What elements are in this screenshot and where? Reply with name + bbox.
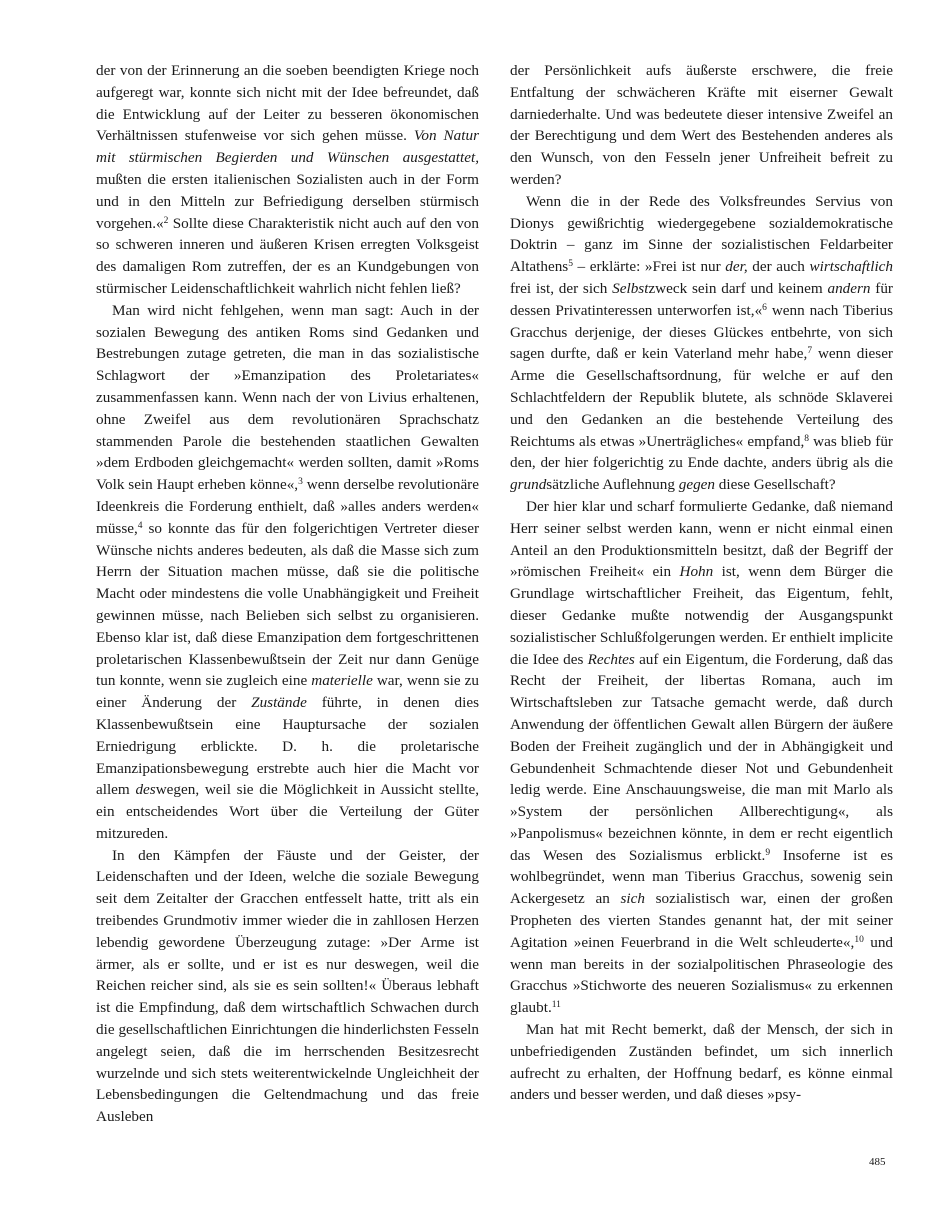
text-run: Man wird nicht fehlgehen, wenn man sagt: Auch in der sozialen Bewegung des antiken Roms sind Gedanken und Bestrebungen zutage getreten, die man in das sozialistische Schlagwort der »Emanzipation des Proletariates« zusammenfassen kann. Wenn nach der von Livius erhaltenen, ohne Zweifel aus dem revolutionären Sprachschatz stammenden Parole die bestehenden staatlichen Gewalten »dem Erdboden gleichgemacht« werden sollten, damit »Roms Volk sein Haupt erheben könne«,: [96, 301, 479, 494]
text-run: der auch: [747, 258, 810, 276]
emphasis: Hohn: [679, 563, 714, 581]
footnote-ref: 5: [568, 259, 573, 270]
text-run: – erklärte: »Frei ist nur: [572, 258, 726, 276]
footnote-ref: 2: [163, 215, 169, 226]
footnote-ref: 10: [854, 934, 864, 945]
right-column: [510, 60, 893, 1106]
text-run: Wenn die in der Rede des Volksfreundes Servius von Dionys gewißrichtig wiedergegebene sozialdemokratische Doktrin – ganz im Sinne der sozialistischen Feldarbeiter Altathens: [510, 192, 893, 276]
text-run: was blieb für den, der hier folgerichtig zu Ende dachte, anders übrig als die: [510, 432, 893, 472]
page-number: 485: [869, 1156, 886, 1168]
emphasis: grund: [510, 476, 547, 494]
paragraph: [510, 191, 893, 496]
text-run: wenn derselbe revolutionäre Ideenkreis die Forderung enthielt, daß »alles anders werden« müsse,: [96, 476, 479, 537]
text-run: sätzliche Auflehnung: [546, 476, 679, 494]
text-run: Der hier klar und scharf formulierte Gedanke, daß niemand Herr seiner selbst werden kann, wenn er nicht einmal einen Anteil an den Produktionsmitteln besitzt, daß der Begriff der »römischen Freiheit« ein: [510, 497, 893, 581]
emphasis: Zustände: [251, 694, 307, 712]
footnote-ref: 6: [762, 302, 767, 313]
emphasis: Selbst: [612, 279, 649, 297]
left-column: [96, 60, 479, 1128]
paragraph: [510, 1019, 893, 1106]
emphasis: sich: [620, 890, 645, 908]
text-run: Insoferne ist es wohlbegründet, wenn man Tiberius Gracchus, sowenig sein Ackergesetz an: [510, 846, 893, 908]
text-run: auf ein Eigentum, die Forderung, daß das Recht der Freiheit, der libertas Romana, auch im Wirtschaftsleben zur Tatsache gemacht werde, daß durch Anwendung der öffentlichen Gewalt allen Bürgern der äußere Boden der Freiheit zugänglich und der in Abhängigkeit und Gebundenheit Schmachtende dieser Not und Gebundenheit ledig werde. Eine Anschauungsweise, die man mit Marlo als »System der persönlichen Allberechtigung«, als »Panpolismus« bezeichnen könnte, in dem er recht eigentlich das Wesen des Sozialismus erblickt.: [510, 650, 893, 864]
text-run: mußten die ersten italienischen Sozialisten auch in der Form und in den Mitteln zur Befriedigung derselben stürmisch vorgehen.«: [96, 170, 479, 232]
text-run: der von der Erinnerung an die soeben beendigten Kriege noch aufgeregt war, konnte sich nicht mit der Idee befreundet, daß die Entwicklung auf der Leiter zu besseren ökonomischen Verhältnissen stufenweise vor sich gehen müsse.: [96, 62, 479, 145]
text-run: frei ist, der sich: [510, 279, 613, 297]
text-run: Sollte diese Charakteristik nicht auch auf den von so schweren inneren und äußeren Krisen erregten Volksgeist des damaligen Rom zutreffen, der es an Kundgebungen von stürmischer Leidenschaftlichkeit wahrlich nicht fehlen ließ?: [96, 214, 479, 297]
footnote-ref: 9: [765, 847, 771, 858]
paragraph: [96, 845, 479, 1128]
emphasis: gegen: [678, 476, 715, 494]
text-run: wenn nach Tiberius Gracchus derjenige, der dieses Glückes entbehrte, von sich sagen durfte, daß er kein Vaterland mehr habe,: [510, 301, 894, 363]
text-run: und wenn man bereits in der sozialpolitischen Phraseologie des Gracchus »Stichworte des neueren Sozialismus« zu erkennen glaubt.: [510, 933, 894, 1017]
text-run: wenn dieser Arme die Gesellschaftsordnung, für welche er auf den Schlachtfeldern der Republik blutete, als schnöde Sklaverei und den Gedanken an die bestehende Verteilung des Reichtums als etwas »Unerträgliches« empfand,: [510, 345, 893, 450]
text-run: sozialistisch war, einen der großen Propheten des vierten Standes genannt hat, der mit seiner Agitation »einen Feuerbrand in die Welt schleuderte«,: [510, 890, 894, 951]
text-run: führte, in denen dies Klassenbewußtsein eine Hauptursache der sozialen Erniedrigung erblickte. D. h. die proletarische Emanzipationsbewegung erstrebte auch hier die Macht vor allem: [96, 694, 479, 799]
emphasis: wirtschaftlich: [809, 258, 893, 276]
emphasis: materielle: [311, 672, 373, 690]
emphasis: der,: [725, 258, 748, 276]
footnote-ref: 11: [551, 1000, 561, 1011]
footnote-ref: 3: [298, 477, 303, 488]
text-run: In den Kämpfen der Fäuste und der Geister, der Leidenschaften und der Ideen, welche die soziale Bewegung seit dem Zeitalter der Gracchen entfesselt hatte, tritt als ein treibendes Grundmotiv immer wieder die in zahllosen Herzen lebendig gewordene Überzeugung zutage: »Der Arme ist ärmer, als er sollte, und er ist es nur deswegen, weil die Reichen reicher sind, als sie es sein sollten!« Überaus lebhaft ist die Empfindung, daß dem wirtschaftlich Schwachen durch die gesellschaftlichen Einrichtungen die hinderlichsten Fesseln angelegt seien, daß die im herrschenden Besitzesrecht wurzelnde und sich stets weiterentwickelnde Ungleichheit der Lebensbedingungen die Geltendmachung und das freie Ausleben: [96, 846, 479, 1126]
text-run: Man hat mit Recht bemerkt, daß der Mensch, der sich in unbefriedigenden Zuständen befindet, um sich innerlich aufrecht zu erhalten, der Hoffnung bedarf, es könne einmal anders und besser werden, und daß dieses »psy-: [510, 1021, 893, 1104]
footnote-ref: 4: [137, 520, 143, 531]
emphasis: andern: [827, 279, 871, 297]
paragraph: [96, 60, 479, 300]
paragraph: [510, 496, 893, 1019]
text-run: zweck sein darf und keinem: [648, 279, 828, 297]
emphasis: Von Natur mit stürmischen Begierden und Wünschen ausgestattet,: [96, 127, 479, 167]
text-run: für dessen Privatinteressen unterworfen ist,«: [510, 279, 893, 319]
paragraph: [510, 60, 893, 191]
text-run: diese Gesellschaft?: [715, 476, 836, 494]
emphasis: des: [135, 781, 156, 799]
text-run: der Persönlichkeit aufs äußerste erschwere, die freie Entfaltung der schwächeren Kräfte mit eiserner Gewalt darniederhalte. Und was bedeutete dieser intensive Zweifel an der Berechtigung und dem Wert des Bestehenden anderes als den Wunsch, von den Fesseln jener Unfreiheit befreit zu werden?: [510, 62, 893, 188]
emphasis: Rechtes: [587, 650, 635, 668]
text-run: so konnte das für den folgerichtigen Vertreter dieser Wünsche nichts anderes bedeuten, als daß die Masse sich zum Herrn der Situation machen müsse, daß sie die politische Macht oder mindestens die volle Unabhängigkeit und Freiheit gewinnen müsse, nach Belieben sich selbst zu organisieren. Ebenso klar ist, daß diese Emanzipation dem fortgeschrittenen proletarischen Klassenbewußtsein der Zeit nur dann Genüge tun konnte, wenn sie zugleich eine: [96, 519, 479, 690]
text-run: war, wenn sie zu einer Änderung der: [96, 672, 479, 712]
text-run: wegen, weil sie die Möglichkeit in Aussicht stellte, ein entscheidendes Wort über die Verteilung der Güter mitzureden.: [96, 781, 479, 842]
text-run: ist, wenn dem Bürger die Grundlage wirtschaftlicher Freiheit, das Eigentum, fehlt, dieser Gedanke mußte notwendig der Ausgangspunkt sozialistischer Schlußfolgerungen werden. Er enthielt implicite die Idee des: [510, 563, 893, 668]
paragraph: [96, 300, 479, 845]
footnote-ref: 7: [807, 346, 813, 357]
footnote-ref: 8: [804, 433, 810, 444]
